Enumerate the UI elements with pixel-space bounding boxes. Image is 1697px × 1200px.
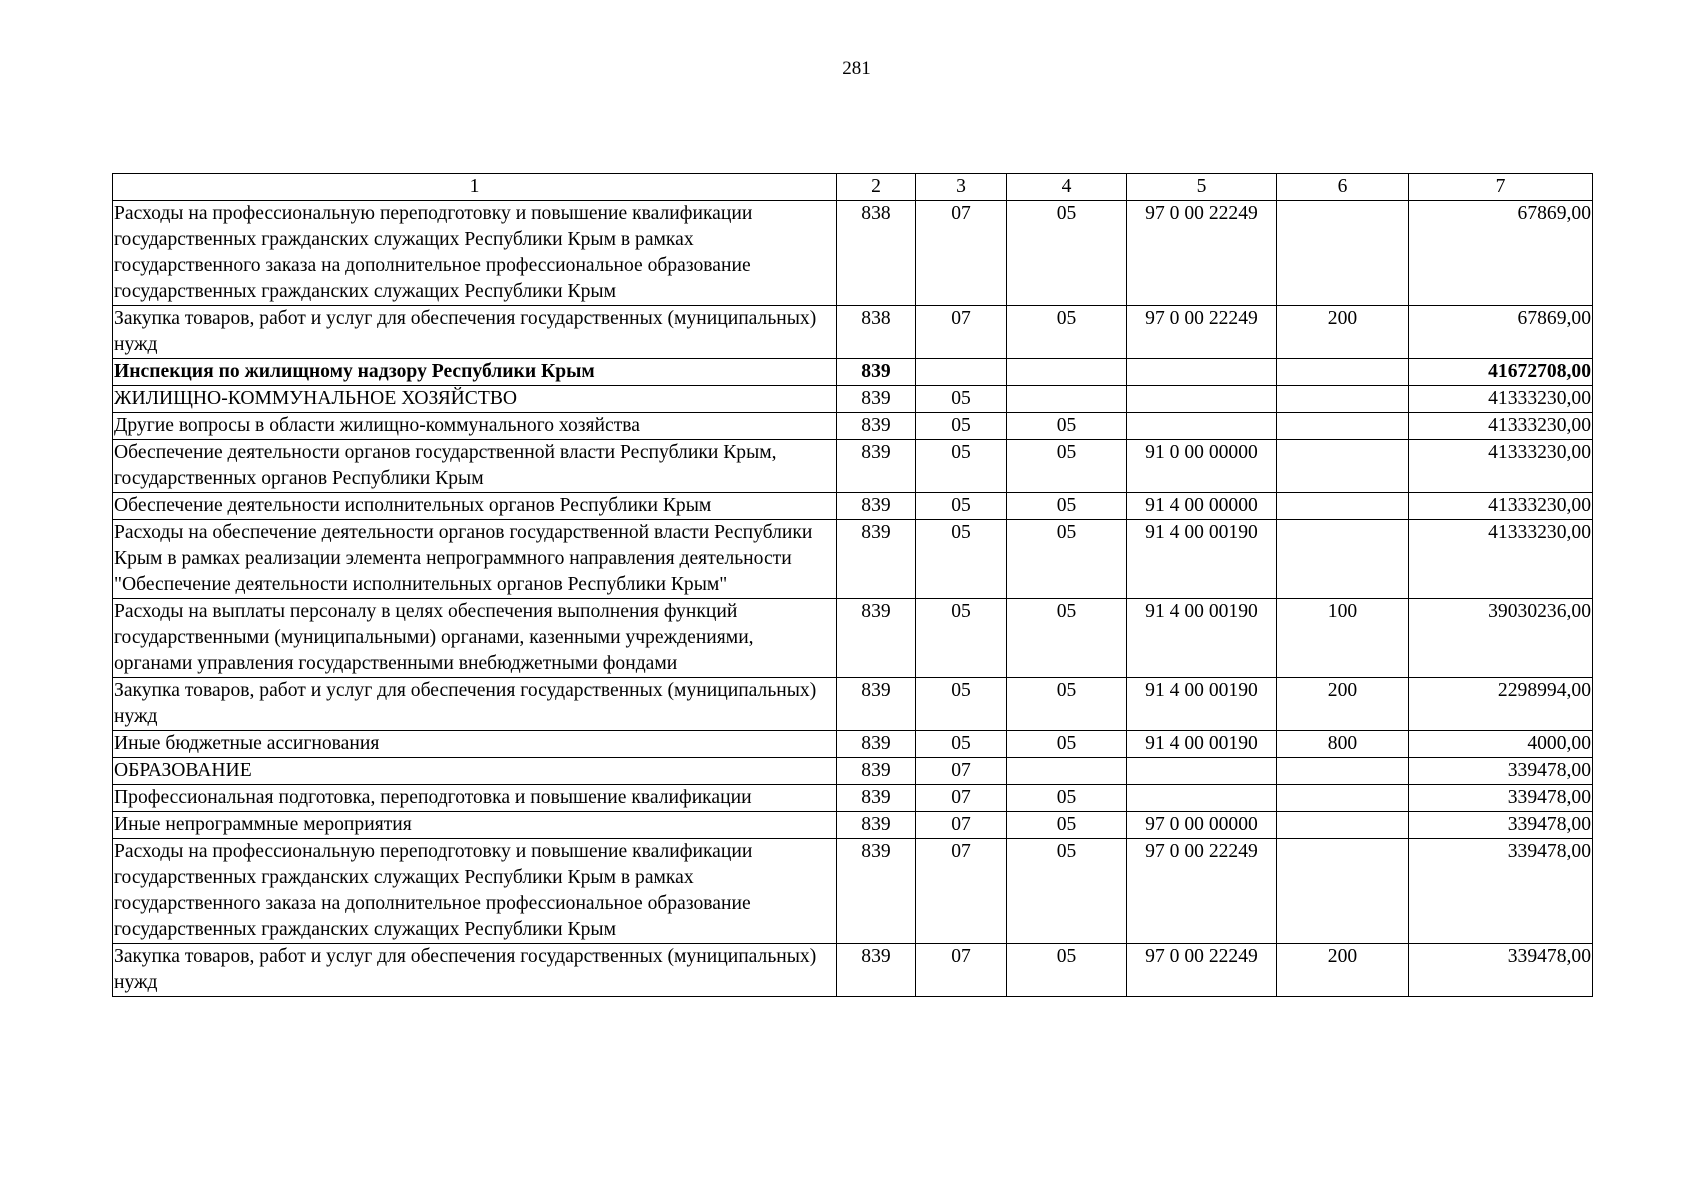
row-section-cell: 07 <box>916 201 1007 306</box>
row-expense-type-cell <box>1277 440 1409 493</box>
table-row <box>113 440 1593 493</box>
row-section-cell: 07 <box>916 785 1007 812</box>
row-expense-type-cell <box>1277 839 1409 944</box>
table-row <box>113 731 1593 758</box>
row-admin-code-cell: 839 <box>837 944 916 997</box>
row-subsection-cell: 05 <box>1007 413 1127 440</box>
row-expense-type-cell <box>1277 812 1409 839</box>
row-amount-cell: 41333230,00 <box>1409 520 1593 599</box>
row-target-article-cell: 97 0 00 22249 <box>1127 201 1277 306</box>
row-target-article-cell: 97 0 00 22249 <box>1127 306 1277 359</box>
row-admin-code-cell: 839 <box>837 413 916 440</box>
row-expense-type-cell: 100 <box>1277 599 1409 678</box>
row-admin-code-cell: 839 <box>837 731 916 758</box>
row-subsection-cell <box>1007 386 1127 413</box>
table-row <box>113 413 1593 440</box>
row-target-article-cell <box>1127 758 1277 785</box>
row-subsection-cell: 05 <box>1007 599 1127 678</box>
row-section-cell: 05 <box>916 731 1007 758</box>
page-number: 281 <box>842 58 871 79</box>
row-subsection-cell: 05 <box>1007 731 1127 758</box>
row-name-cell: Закупка товаров, работ и услуг для обеспечения государственных (муниципальных) нужд <box>113 678 837 731</box>
row-amount-cell: 339478,00 <box>1409 839 1593 944</box>
table-row <box>113 785 1593 812</box>
row-expense-type-cell <box>1277 413 1409 440</box>
column-header: 2 <box>837 174 916 201</box>
table-row <box>113 678 1593 731</box>
row-expense-type-cell <box>1277 359 1409 386</box>
row-amount-cell: 339478,00 <box>1409 758 1593 785</box>
row-admin-code-cell: 838 <box>837 201 916 306</box>
row-amount-cell: 4000,00 <box>1409 731 1593 758</box>
row-target-article-cell <box>1127 413 1277 440</box>
row-expense-type-cell: 200 <box>1277 944 1409 997</box>
row-target-article-cell <box>1127 785 1277 812</box>
row-admin-code-cell: 839 <box>837 839 916 944</box>
row-admin-code-cell: 839 <box>837 359 916 386</box>
table-header-row <box>113 174 1593 201</box>
row-name-cell: Расходы на обеспечение деятельности органов государственной власти Республики Крым в рамках реализации элемента непрограммного направления деятельности "Обеспечение деятельности исполнительных органов Республики Крым" <box>113 520 837 599</box>
row-section-cell: 07 <box>916 812 1007 839</box>
column-header: 7 <box>1409 174 1593 201</box>
table-row <box>113 944 1593 997</box>
column-header: 5 <box>1127 174 1277 201</box>
row-target-article-cell <box>1127 386 1277 413</box>
column-header: 1 <box>113 174 837 201</box>
row-amount-cell: 39030236,00 <box>1409 599 1593 678</box>
row-admin-code-cell: 838 <box>837 306 916 359</box>
row-section-cell: 05 <box>916 599 1007 678</box>
row-name-cell: Расходы на выплаты персоналу в целях обеспечения выполнения функций государственными (муниципальными) органами, казенными учреждениями, органами управления государственными внебюджетными фондами <box>113 599 837 678</box>
column-header: 3 <box>916 174 1007 201</box>
row-target-article-cell: 91 4 00 00190 <box>1127 520 1277 599</box>
row-target-article-cell: 97 0 00 00000 <box>1127 812 1277 839</box>
row-amount-cell: 339478,00 <box>1409 812 1593 839</box>
table-row <box>113 359 1593 386</box>
budget-table <box>112 173 1593 997</box>
row-name-cell: Обеспечение деятельности органов государственной власти Республики Крым, государственных органов Республики Крым <box>113 440 837 493</box>
table-row <box>113 599 1593 678</box>
row-expense-type-cell: 800 <box>1277 731 1409 758</box>
row-subsection-cell: 05 <box>1007 520 1127 599</box>
row-admin-code-cell: 839 <box>837 812 916 839</box>
row-name-cell: Профессиональная подготовка, переподготовка и повышение квалификации <box>113 785 837 812</box>
row-expense-type-cell <box>1277 493 1409 520</box>
row-target-article-cell: 91 4 00 00190 <box>1127 731 1277 758</box>
row-name-cell: Другие вопросы в области жилищно-коммунального хозяйства <box>113 413 837 440</box>
row-admin-code-cell: 839 <box>837 785 916 812</box>
row-admin-code-cell: 839 <box>837 386 916 413</box>
row-expense-type-cell <box>1277 386 1409 413</box>
row-expense-type-cell <box>1277 758 1409 785</box>
row-section-cell: 07 <box>916 758 1007 785</box>
row-name-cell: ЖИЛИЩНО-КОММУНАЛЬНОЕ ХОЗЯЙСТВО <box>113 386 837 413</box>
row-name-cell: ОБРАЗОВАНИЕ <box>113 758 837 785</box>
column-header: 6 <box>1277 174 1409 201</box>
row-section-cell: 05 <box>916 413 1007 440</box>
table-row <box>113 201 1593 306</box>
row-section-cell: 07 <box>916 306 1007 359</box>
row-target-article-cell: 97 0 00 22249 <box>1127 944 1277 997</box>
table-row <box>113 758 1593 785</box>
row-section-cell: 05 <box>916 440 1007 493</box>
row-subsection-cell: 05 <box>1007 944 1127 997</box>
row-admin-code-cell: 839 <box>837 599 916 678</box>
row-name-cell: Обеспечение деятельности исполнительных органов Республики Крым <box>113 493 837 520</box>
row-name-cell: Закупка товаров, работ и услуг для обеспечения государственных (муниципальных) нужд <box>113 306 837 359</box>
row-target-article-cell: 91 4 00 00190 <box>1127 678 1277 731</box>
row-amount-cell: 41333230,00 <box>1409 440 1593 493</box>
row-name-cell: Закупка товаров, работ и услуг для обеспечения государственных (муниципальных) нужд <box>113 944 837 997</box>
row-name-cell: Расходы на профессиональную переподготовку и повышение квалификации государственных гражданских служащих Республики Крым в рамках государственного заказа на дополнительное профессиональное образование государственных гражданских служащих Республики Крым <box>113 839 837 944</box>
row-section-cell: 07 <box>916 839 1007 944</box>
row-name-cell: Расходы на профессиональную переподготовку и повышение квалификации государственных гражданских служащих Республики Крым в рамках государственного заказа на дополнительное профессиональное образование государственных гражданских служащих Республики Крым <box>113 201 837 306</box>
row-section-cell: 05 <box>916 678 1007 731</box>
row-subsection-cell: 05 <box>1007 201 1127 306</box>
row-subsection-cell: 05 <box>1007 306 1127 359</box>
row-amount-cell: 67869,00 <box>1409 201 1593 306</box>
row-amount-cell: 339478,00 <box>1409 785 1593 812</box>
row-subsection-cell: 05 <box>1007 812 1127 839</box>
row-expense-type-cell <box>1277 201 1409 306</box>
row-subsection-cell: 05 <box>1007 785 1127 812</box>
column-header: 4 <box>1007 174 1127 201</box>
row-admin-code-cell: 839 <box>837 493 916 520</box>
row-section-cell: 05 <box>916 386 1007 413</box>
row-target-article-cell: 91 0 00 00000 <box>1127 440 1277 493</box>
table-row <box>113 839 1593 944</box>
row-amount-cell: 41333230,00 <box>1409 413 1593 440</box>
row-amount-cell: 41672708,00 <box>1409 359 1593 386</box>
row-amount-cell: 339478,00 <box>1409 944 1593 997</box>
row-subsection-cell: 05 <box>1007 678 1127 731</box>
row-subsection-cell: 05 <box>1007 440 1127 493</box>
row-subsection-cell: 05 <box>1007 493 1127 520</box>
row-amount-cell: 67869,00 <box>1409 306 1593 359</box>
row-target-article-cell: 91 4 00 00190 <box>1127 599 1277 678</box>
row-section-cell: 05 <box>916 493 1007 520</box>
row-section-cell: 07 <box>916 944 1007 997</box>
row-expense-type-cell: 200 <box>1277 306 1409 359</box>
table-row <box>113 386 1593 413</box>
row-subsection-cell <box>1007 359 1127 386</box>
row-admin-code-cell: 839 <box>837 440 916 493</box>
table-row <box>113 493 1593 520</box>
row-target-article-cell: 91 4 00 00000 <box>1127 493 1277 520</box>
row-name-cell: Иные бюджетные ассигнования <box>113 731 837 758</box>
row-amount-cell: 2298994,00 <box>1409 678 1593 731</box>
row-admin-code-cell: 839 <box>837 678 916 731</box>
row-expense-type-cell: 200 <box>1277 678 1409 731</box>
table-row <box>113 306 1593 359</box>
row-subsection-cell <box>1007 758 1127 785</box>
row-admin-code-cell: 839 <box>837 520 916 599</box>
row-target-article-cell: 97 0 00 22249 <box>1127 839 1277 944</box>
row-target-article-cell <box>1127 359 1277 386</box>
row-subsection-cell: 05 <box>1007 839 1127 944</box>
row-expense-type-cell <box>1277 785 1409 812</box>
row-section-cell <box>916 359 1007 386</box>
row-name-cell: Инспекция по жилищному надзору Республики Крым <box>113 359 837 386</box>
row-amount-cell: 41333230,00 <box>1409 493 1593 520</box>
row-name-cell: Иные непрограммные мероприятия <box>113 812 837 839</box>
table-row <box>113 812 1593 839</box>
row-section-cell: 05 <box>916 520 1007 599</box>
row-expense-type-cell <box>1277 520 1409 599</box>
row-admin-code-cell: 839 <box>837 758 916 785</box>
table-row <box>113 520 1593 599</box>
row-amount-cell: 41333230,00 <box>1409 386 1593 413</box>
